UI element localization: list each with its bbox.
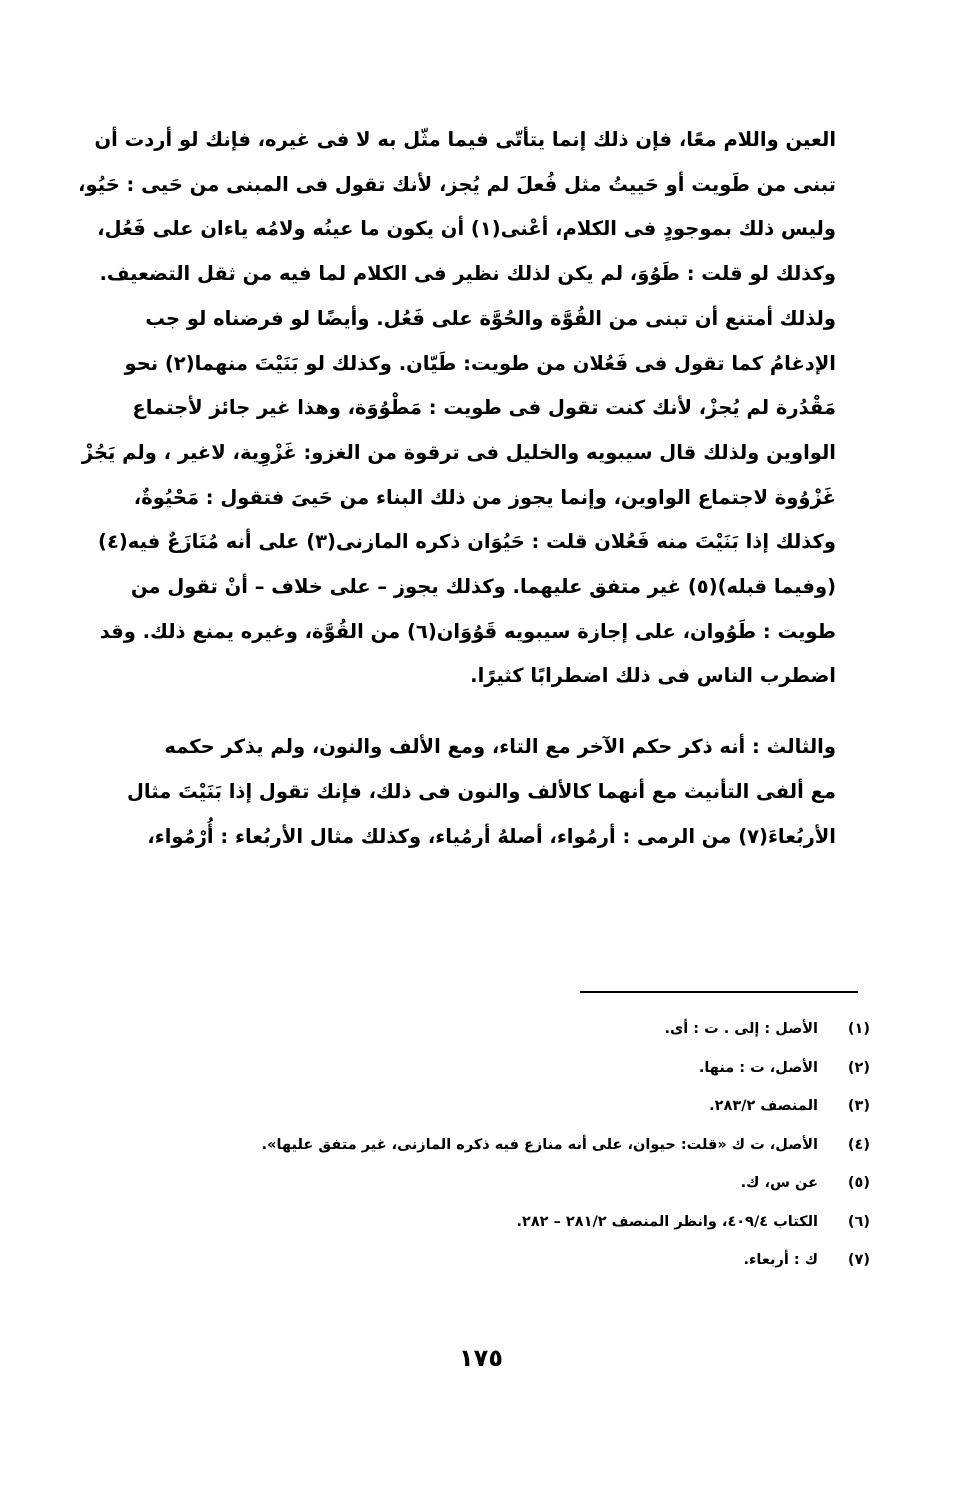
text-line: الواوين ولذلك قال سيبويه والخليل فى ترقوة من الغزو: غَزْوِية، لاغير ، ولم يَجُزْ [81, 440, 836, 464]
footnote [160, 1049, 870, 1088]
main-text [78, 118, 836, 859]
footnote [160, 1203, 870, 1242]
footnote-text: الأصل : إلى . ت : أى. [664, 1021, 818, 1038]
footnote-number: (٢) [847, 1059, 870, 1076]
footnote-number: (٤) [847, 1136, 870, 1153]
footnotes [160, 1010, 870, 1280]
footnote-text: المنصف ٢٨٣/٢. [709, 1098, 818, 1115]
text-line: مع ألفى التأنيث مع أنهما كالألف والنون فى ذلك، فإنك تقول إذا بَنَيْتَ مثال [127, 779, 836, 803]
footnote-text: عن س، ك. [740, 1175, 818, 1192]
text-line: وكذلك لو قلت : طَوُوَ، لم يكن لذلك نظير فى الكلام لما فيه من ثقل التضعيف. [99, 262, 836, 286]
footnote-text: ك : أربعاء. [743, 1252, 818, 1269]
footnote [160, 1164, 870, 1203]
footnote-number: (٣) [847, 1098, 870, 1115]
footnote-number: (٦) [847, 1213, 870, 1230]
footnote-number: (٧) [847, 1252, 870, 1269]
footnote [160, 1087, 870, 1126]
text-line: والثالث : أنه ذكر حكم الآخر مع التاء، ومع الألف والنون، ولم يذكر حكمه [164, 735, 836, 759]
footnote [160, 1126, 870, 1165]
footnote [160, 1010, 870, 1049]
text-line: طويت : طَوُوان، على إجازة سيبويه قَوُوَان(٦) من القُوَّة، وغيره يمنع ذلك. وقد [99, 619, 836, 643]
text-line: ولذلك أمتنع أن تبنى من القُوَّة والحُوَّة على فَعُل. وأيضًا لو فرضناه لو جب [145, 306, 836, 330]
text-line: تبنى من طَويت أو حَييتُ مثل فُعلَ لم يُجز، لأنك تقول فى المبنى من حَيى : حَيُو، [78, 172, 836, 196]
text-line: مَقْدُرة لم يُجزْ، لأنك كنت تقول فى طويت : مَطْوُوَة، وهذا غير جائز لأجتماع [132, 396, 836, 420]
text-line: وليس ذلك بموجودٍ فى الكلام، أعْنى(١) أن يكون ما عينُه ولامُه ياءان على فَعُل، [97, 217, 836, 241]
footnote [160, 1241, 870, 1280]
page-number: ١٧٥ [459, 1344, 503, 1372]
footnote-text: الكتاب ٤٠٩/٤، وانظر المنصف ٢٨١/٢ – ٢٨٢. [516, 1213, 818, 1230]
text-line: وكذلك إذا بَنَيْتَ منه فَعُلان قلت : حَيُوَان ذكره المازنى(٣) على أنه مُنَازَعٌ فيه(٤) [98, 530, 836, 554]
footnote-text: الأصل، ت : منها. [698, 1059, 818, 1076]
footnote-number: (٥) [847, 1175, 870, 1192]
paragraph-gap [118, 699, 836, 725]
text-line: (وفيما قبله)(٥) غير متفق عليهما. وكذلك يجوز – على خلاف – أنْ تقول من [130, 575, 836, 599]
text-line: العين واللام معًا، فإن ذلك إنما يتأتّى فيما مثّل به لا فى غيره، فإنك لو أردت أن [94, 128, 836, 151]
text-line: الإدغامُ كما تقول فى فَعُلان من طويت: طَيّان. وكذلك لو بَنَيْتَ منهما(٢) نحو [124, 351, 836, 375]
text-line: غَزْوُوة لاجتماع الواوين، وإنما يجوز من ذلك البناء من حَيىَ فتقول : مَحْيُوةٌ، [133, 485, 836, 509]
footnote-text: الأصل، ت ك «قلت: حيوان، على أنه منازع فيه ذكره المازنى، غير متفق عليها». [261, 1136, 818, 1153]
footnote-separator [580, 991, 858, 993]
text-line: اضطرب الناس فى ذلك اضطرابًا كثيرًا. [470, 664, 836, 688]
footnote-number: (١) [847, 1021, 870, 1038]
text-line: الأربُعاءَ(٧) من الرمى : أرمُواء، أصلهُ أرمُياء، وكذلك مثال الأربُعاء : أُرْمُواء، [147, 824, 836, 848]
